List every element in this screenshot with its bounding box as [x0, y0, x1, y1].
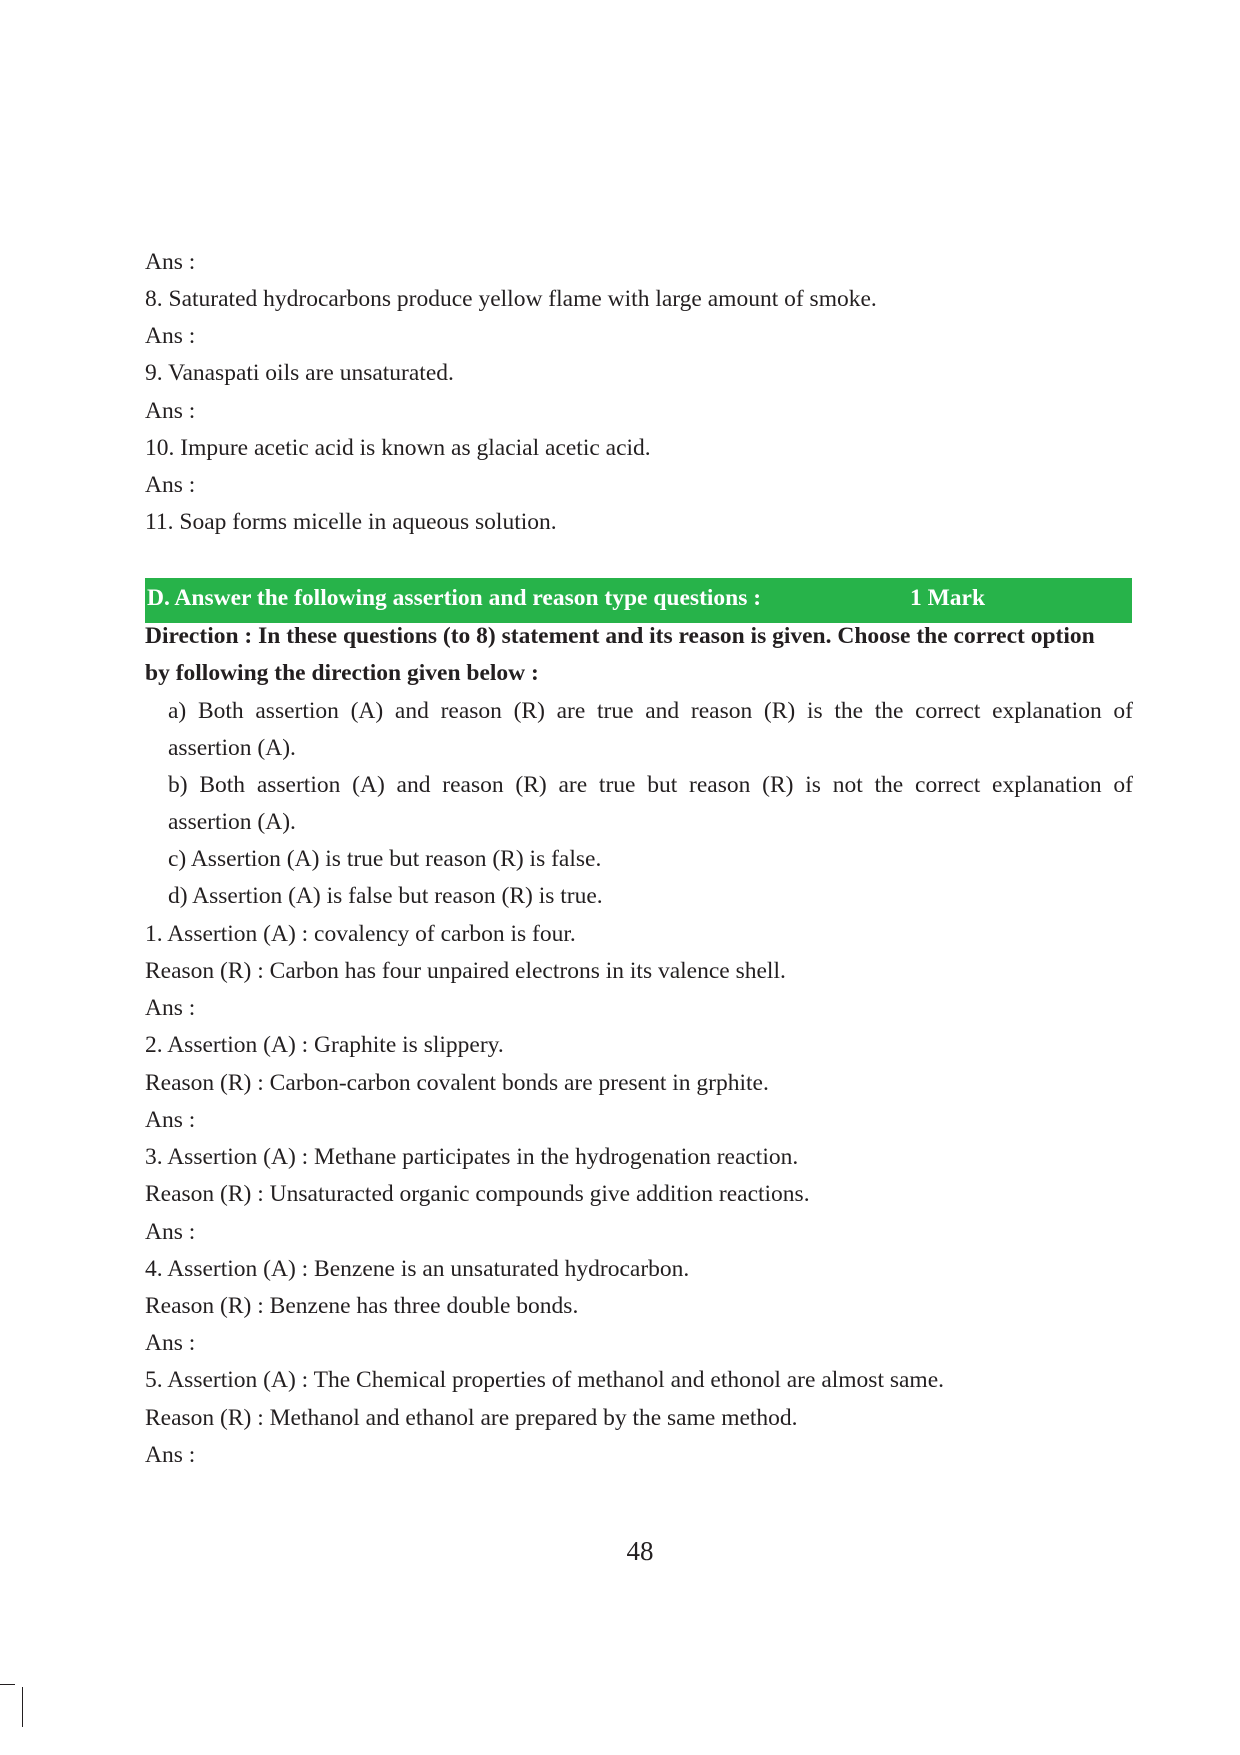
direction-text: by following the direction given below : [145, 660, 539, 686]
question-8: 8. Saturated hydrocarbons produce yellow flame with large amount of smoke. [145, 286, 877, 312]
question-10: 10. Impure acetic acid is known as glacial acetic acid. [145, 435, 651, 461]
direction-text: Direction : In these questions (to 8) statement and its reason is given. Choose the correct option [145, 623, 1095, 649]
reason-1: Reason (R) : Carbon has four unpaired electrons in its valence shell. [145, 958, 786, 984]
assertion-2: 2. Assertion (A) : Graphite is slippery. [145, 1032, 504, 1058]
option-b: b) Both assertion (A) and reason (R) are true but reason (R) is not the correct explanation of [168, 772, 1133, 798]
reason-2: Reason (R) : Carbon-carbon covalent bonds are present in grphite. [145, 1070, 769, 1096]
crop-mark [0, 1684, 15, 1685]
answer-label: Ans : [145, 323, 196, 349]
answer-label: Ans : [145, 249, 196, 275]
option-d: d) Assertion (A) is false but reason (R) is true. [168, 883, 603, 909]
answer-label: Ans : [145, 1330, 196, 1356]
answer-label: Ans : [145, 398, 196, 424]
reason-4: Reason (R) : Benzene has three double bonds. [145, 1293, 579, 1319]
assertion-1: 1. Assertion (A) : covalency of carbon is four. [145, 921, 576, 947]
answer-label: Ans : [145, 1219, 196, 1245]
answer-label: Ans : [145, 1107, 196, 1133]
section-d-banner [145, 578, 1132, 623]
question-9: 9. Vanaspati oils are unsaturated. [145, 360, 454, 386]
question-11: 11. Soap forms micelle in aqueous solution. [145, 509, 557, 535]
assertion-5: 5. Assertion (A) : The Chemical properties of methanol and ethonol are almost same. [145, 1367, 945, 1393]
assertion-3: 3. Assertion (A) : Methane participates in the hydrogenation reaction. [145, 1144, 799, 1170]
answer-label: Ans : [145, 1442, 196, 1468]
answer-label: Ans : [145, 995, 196, 1021]
option-c: c) Assertion (A) is true but reason (R) is false. [168, 846, 602, 872]
crop-mark [22, 1687, 23, 1727]
option-b-continued: assertion (A). [168, 809, 296, 835]
reason-3: Reason (R) : Unsaturacted organic compounds give addition reactions. [145, 1181, 810, 1207]
page-number: 48 [626, 1536, 654, 1566]
section-d-title: D. Answer the following assertion and reason type questions : [147, 585, 762, 611]
option-a: a) Both assertion (A) and reason (R) are true and reason (R) is the the correct explanation of [168, 698, 1133, 724]
assertion-4: 4. Assertion (A) : Benzene is an unsaturated hydrocarbon. [145, 1256, 690, 1282]
reason-5: Reason (R) : Methanol and ethanol are prepared by the same method. [145, 1405, 798, 1431]
section-d-marks: 1 Mark [910, 585, 986, 611]
answer-label: Ans : [145, 472, 196, 498]
option-a-continued: assertion (A). [168, 735, 296, 761]
